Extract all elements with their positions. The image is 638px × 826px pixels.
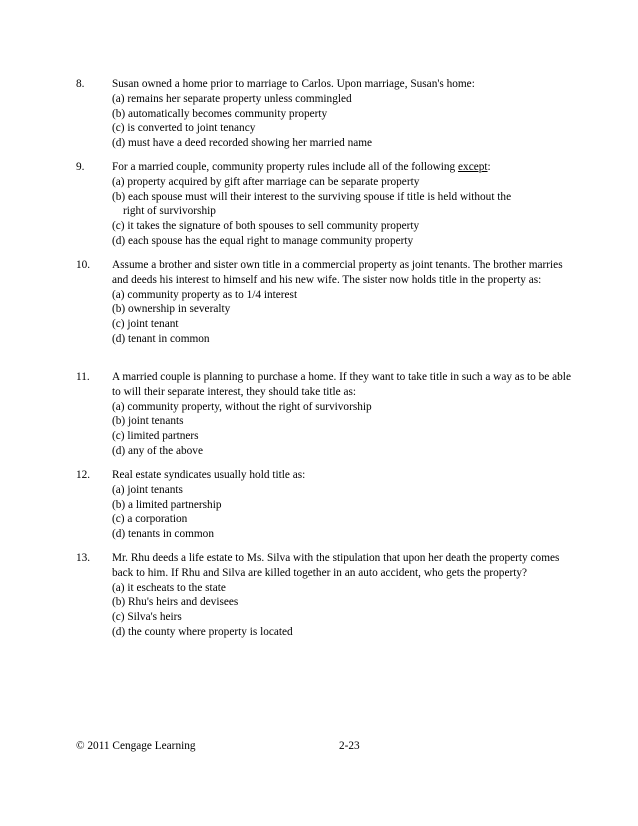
question-stem <box>112 160 576 175</box>
answer-option-b: (b) Rhu's heirs and devisees <box>112 596 239 609</box>
stem-text: For a married couple, community property rules include all of the following <box>112 161 459 173</box>
answer-option-a: (a) property acquired by gift after marriage can be separate property <box>112 175 420 188</box>
question-stem: Susan owned a home prior to marriage to Carlos. Upon marriage, Susan's home: <box>112 78 475 90</box>
answer-option-b: (b) joint tenants <box>112 415 184 428</box>
answer-option-c: (c) a corporation <box>112 513 188 526</box>
answer-option-d: (d) any of the above <box>112 444 203 457</box>
answer-option-a: (a) community property, without the right of survivorship <box>112 400 372 413</box>
question-stem: Real estate syndicates usually hold title as: <box>112 469 306 481</box>
footer-copyright: © 2011 Cengage Learning <box>76 740 196 752</box>
answer-option-a: (a) remains her separate property unless commingled <box>112 92 352 105</box>
question-number: 9. <box>76 161 85 173</box>
answer-option-d: (d) must have a deed recorded showing her married name <box>112 137 373 150</box>
answer-option-a: (a) joint tenants <box>112 483 183 496</box>
question-8 <box>76 77 576 151</box>
answer-option-d: (d) tenants in common <box>112 528 214 541</box>
footer-page-number: 2-23 <box>339 740 360 752</box>
answer-option-c: (c) it takes the signature of both spouses to sell community property <box>112 220 420 233</box>
answer-option-d: (d) each spouse has the equal right to manage community property <box>112 234 414 247</box>
stem-emphasis: except <box>458 161 488 173</box>
question-13 <box>76 551 576 640</box>
answer-option-c: (c) is converted to joint tenancy <box>112 122 256 135</box>
answer-option-b: (b) automatically becomes community property <box>112 107 328 120</box>
question-9 <box>76 160 576 249</box>
answer-option-a: (a) community property as to 1/4 interest <box>112 288 298 301</box>
question-stem: Assume a brother and sister own title in a commercial property as joint tenants. The brother marries and deeds his interest to himself and his new wife. The sister now holds title in the property as: <box>112 259 563 286</box>
question-stem: A married couple is planning to purchase a home. If they want to take title in such a way as to be able to will their separate interest, they should take title as: <box>112 371 571 398</box>
answer-option-b-continued: right of survivorship <box>123 205 216 218</box>
answer-option-b: (b) ownership in severalty <box>112 303 231 316</box>
answer-option-a: (a) it escheats to the state <box>112 581 226 594</box>
answer-option-c: (c) joint tenant <box>112 318 179 331</box>
question-stem: Mr. Rhu deeds a life estate to Ms. Silva with the stipulation that upon her death the property comes back to him. If Rhu and Silva are killed together in an auto accident, who gets the property? <box>112 552 560 579</box>
question-number: 12. <box>76 469 91 481</box>
answer-option-d: (d) the county where property is located <box>112 625 293 638</box>
question-number: 10. <box>76 259 91 271</box>
question-number: 11. <box>76 371 90 383</box>
answer-option-c: (c) Silva's heirs <box>112 611 182 624</box>
question-10 <box>76 258 576 347</box>
answer-option-b: (b) each spouse must will their interest to the surviving spouse if title is held without the <box>112 190 512 203</box>
stem-text-end: : <box>487 161 491 173</box>
question-11 <box>76 370 576 459</box>
answer-option-b: (b) a limited partnership <box>112 498 222 511</box>
question-number: 13. <box>76 552 91 564</box>
answer-option-c: (c) limited partners <box>112 430 199 443</box>
answer-option-d: (d) tenant in common <box>112 332 210 345</box>
question-number: 8. <box>76 78 85 90</box>
question-12 <box>76 468 576 542</box>
